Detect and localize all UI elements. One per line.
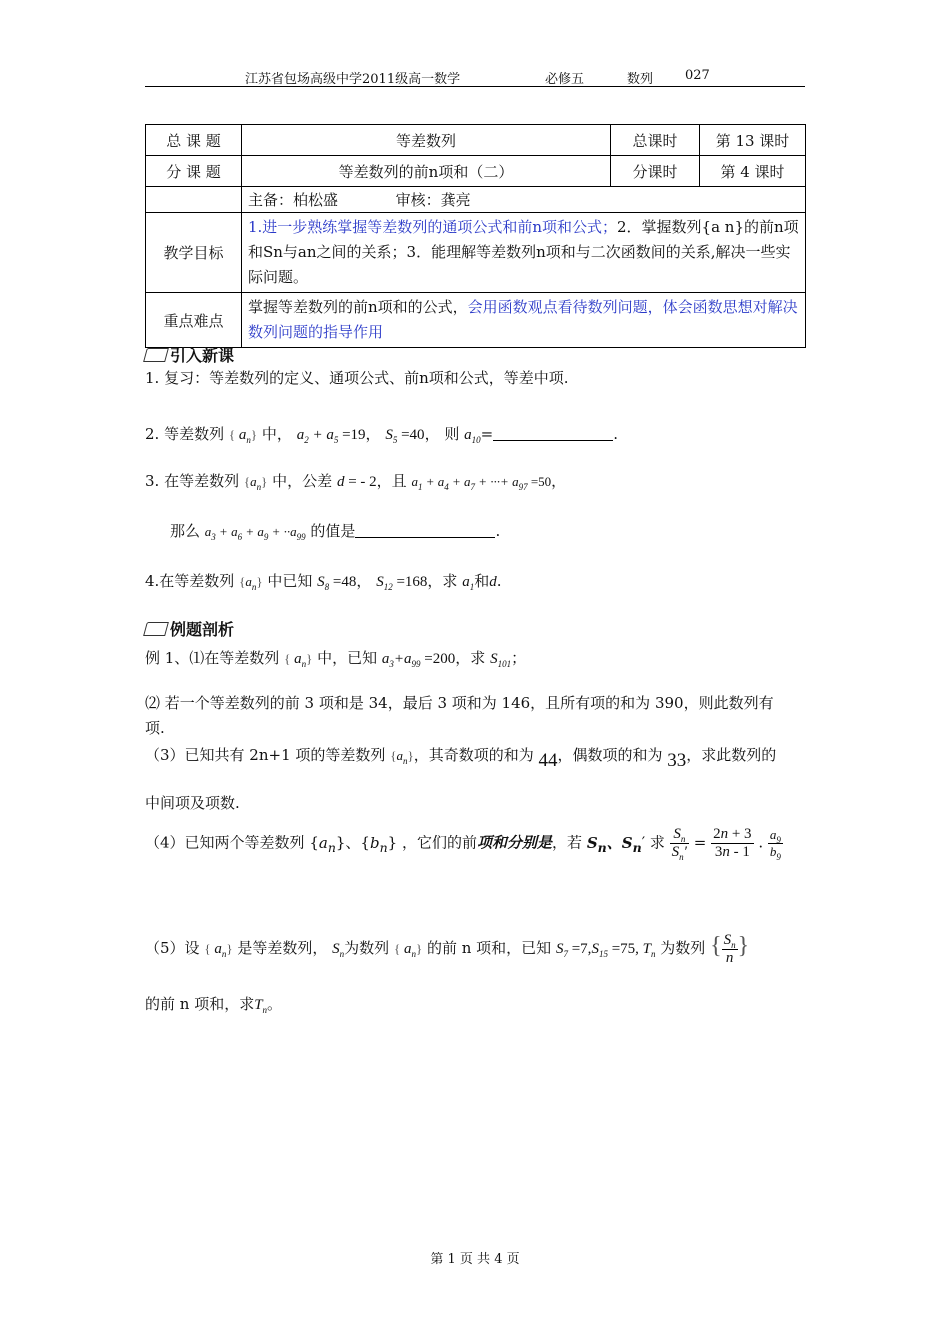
example-4: （4）已知两个等差数列 $\{a_n\}$、$\{b_n\}$ ，它们的前项和分别是，若 $S_n$、$S_n'$ 求 $\frac{S_n}{S_n'}$ = $\frac{2n + 3}{3n - 1}$ . $\frac{a_9}{b_9}$: [145, 826, 781, 862]
example-1: 例 1、⑴在等差数列 { $a_n$} 中，已知 $a_3+a_{99} =200$，求 $S_{101}$；: [145, 649, 527, 669]
table-sub-topic: 等差数列的前n项和（二）: [242, 156, 611, 187]
focus-label: 重点难点: [146, 293, 242, 348]
table-label-sub: 分 课 题: [146, 156, 242, 187]
example-2: ⑵ 若一个等差数列的前 3 项和是 34，最后 3 项和为 146，且所有项的和为 390，则此数列有: [145, 694, 774, 712]
folder-icon: [143, 622, 169, 636]
section-examples: 例题剖析: [145, 617, 234, 640]
header-school: 江苏省包场高级中学2011级高一数学: [245, 72, 461, 87]
focus-black-text: 掌握等差数列的前n项和的公式，: [248, 298, 468, 316]
goals-label: 教学目标: [146, 213, 242, 293]
question-3-cont: 那么 $a_3 + a_6 + a_9 + \cdot\cdot a_{99}$ 的值是 .: [170, 522, 501, 542]
reviewer: 审核：龚亮: [395, 191, 471, 209]
answer-blank: [355, 523, 495, 538]
folder-icon: [143, 348, 169, 362]
table-total-hours: 第 13 课时: [700, 125, 806, 156]
goals-rest-text: 2．掌握数列{a n}的前n项和Sn与an之间的关系；3．能理解等差数列n项和与二次函数间的关系,解决一些实际问题。: [248, 218, 799, 286]
header-number: 027: [685, 68, 710, 83]
table-authors: [242, 187, 806, 213]
table-total-hours-label: 总课时: [611, 125, 700, 156]
teaching-goals: [242, 213, 806, 293]
goals-blue-text: 1.进一步熟练掌握等差数列的通项公式和前n项和公式；: [248, 218, 617, 236]
header-book: 必修五: [545, 72, 585, 87]
example-5: （5）设 { $a_n$} 是等差数列， $S_n$为数列 { $a_n$} 的前 n 项和，已知 $S_7 =7,S_{15} =75$, $T_n$ 为数列 { $\frac{S_n}{n}$ }: [145, 932, 750, 966]
example-5-cont: 的前 n 项和，求$T_n$。: [145, 995, 283, 1015]
answer-blank: [493, 426, 613, 441]
question-3: 3. 在等差数列 $\{a_n\}$ 中，公差 d = - 2，且 $a_1 + a_4 + a_7$ + ···+ $a_{97} =50$，: [145, 472, 567, 492]
example-3: （3）已知共有 2n+1 项的等差数列 $\{a_n\}$，其奇数项的和为 44，偶数项的和为 33，求此数列的: [145, 746, 777, 771]
page-footer: 第 1 页 共 4 页: [430, 1252, 520, 1267]
section-intro: 引入新课: [145, 343, 234, 366]
lesson-info-table: [145, 124, 806, 348]
table-label-total: 总 课 题: [146, 125, 242, 156]
author: 主备：柏松盛: [248, 191, 339, 209]
question-4: 4.在等差数列 $\{a_n\}$ 中已知 $S_8 =48$， $S_{12} =168$，求 $a_1$和d.: [145, 572, 502, 592]
example-2-cont: 项.: [145, 719, 165, 737]
page-header: [145, 66, 805, 87]
table-sub-hours: 第 4 课时: [700, 156, 806, 187]
question-1: 1. 复习：等差数列的定义、通项公式、前n项和公式，等差中项.: [145, 369, 569, 387]
table-sub-hours-label: 分课时: [611, 156, 700, 187]
key-points: [242, 293, 806, 348]
table-total-topic: 等差数列: [242, 125, 611, 156]
header-topic: 数列: [627, 72, 654, 87]
question-2: 2. 等差数列 { $a_n$} 中， $a_2 + a_5 =19$， $S_5 =40$， 则 $a_{10}=$ .: [145, 425, 618, 445]
focus-blue-text: 会用函数观点看待数列问题，体会函数思想对解决数列问题的指导作用: [248, 298, 798, 341]
example-3-cont: 中间项及项数.: [145, 794, 240, 812]
